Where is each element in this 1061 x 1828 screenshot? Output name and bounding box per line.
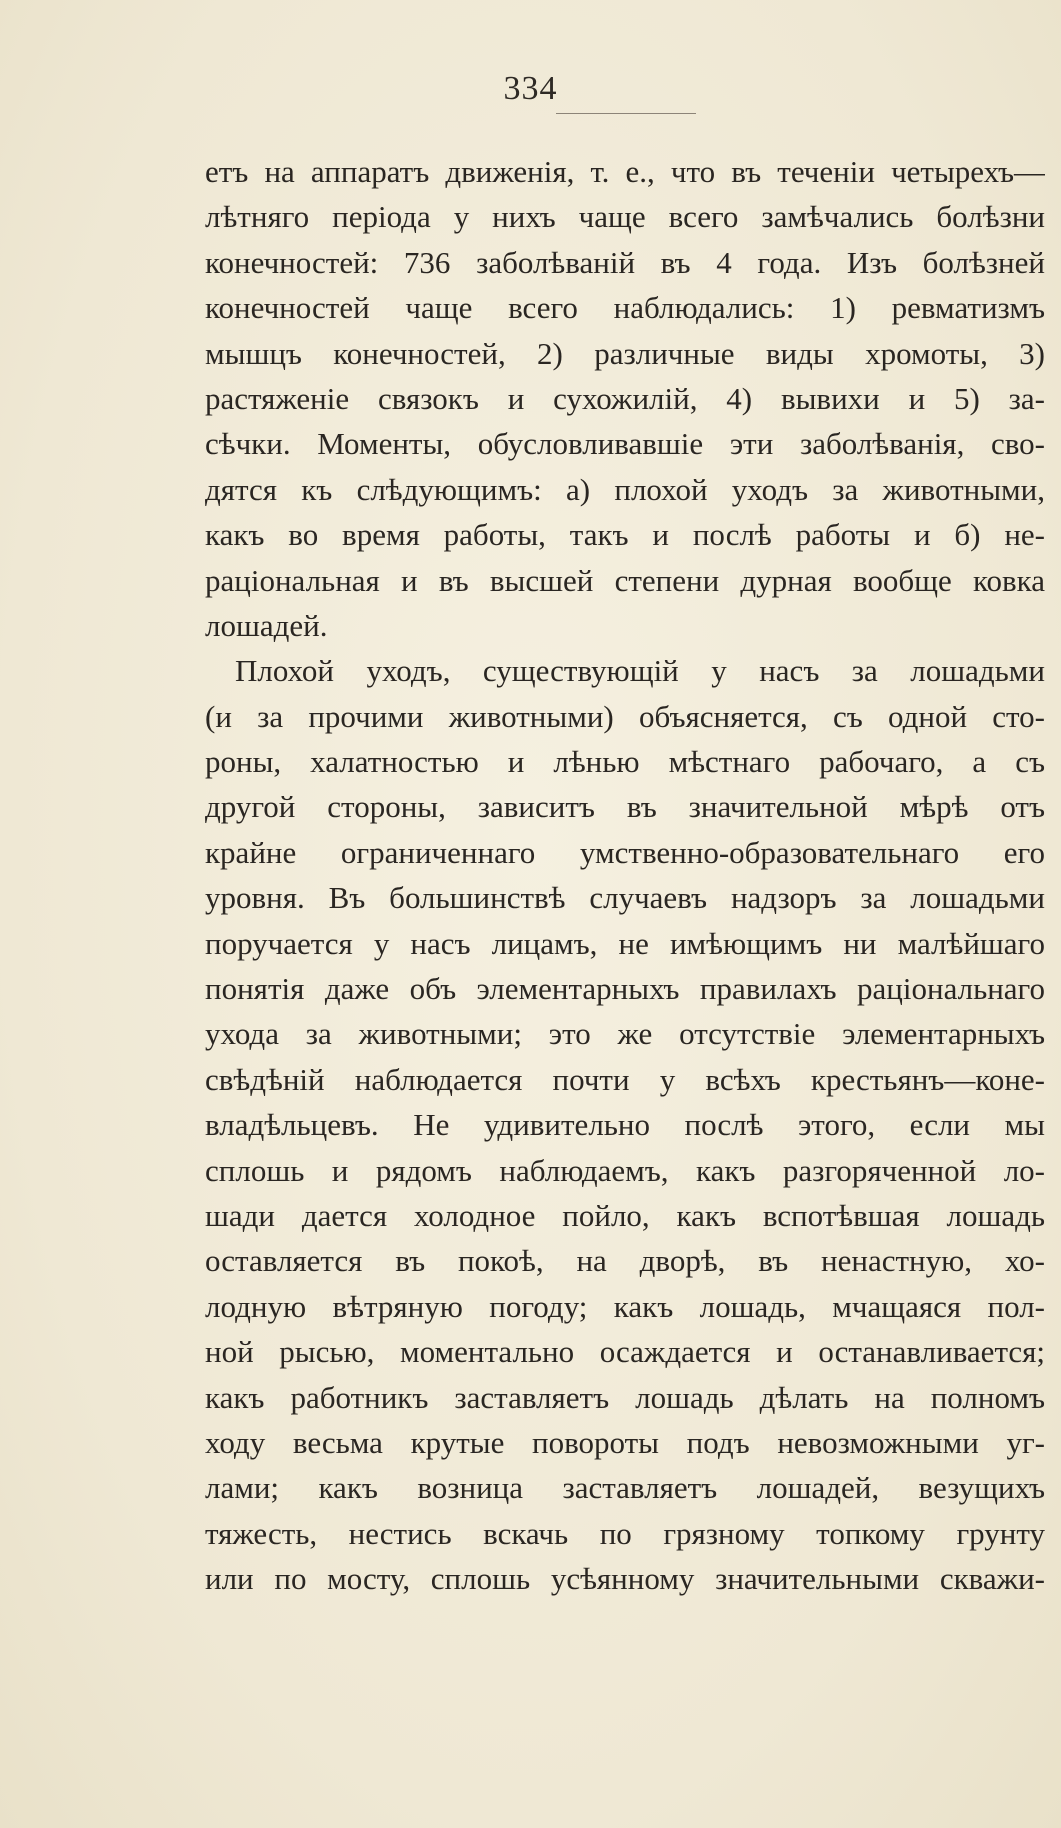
text-line: растяженіе связокъ и сухожилій, 4) вывихи и 5) за-: [205, 380, 1045, 416]
text-line: раціональная и въ высшей степени дурная вообще ковка: [205, 562, 1045, 598]
text-line: уровня. Въ большинствѣ случаевъ надзоръ за лошадьми: [205, 880, 1045, 916]
text-line: тяжесть, нестись вскачь по грязному топкому грунту: [205, 1515, 1045, 1551]
paragraph: [205, 648, 1045, 1601]
text-line: конечностей чаще всего наблюдались: 1) ревматизмъ: [205, 290, 1045, 326]
text-line: поручается у насъ лицамъ, не имѣющимъ ни малѣйшаго: [205, 925, 1045, 961]
text-line: мышцъ конечностей, 2) различные виды хромоты, 3): [205, 335, 1045, 371]
text-line: конечностей: 736 заболѣваній въ 4 года. Изъ болѣзней: [205, 244, 1045, 280]
text-line: ной рысью, моментально осаждается и останавливается;: [205, 1334, 1045, 1370]
text-line: сплошь и рядомъ наблюдаемъ, какъ разгоряченной ло-: [205, 1152, 1045, 1188]
text-line: какъ во время работы, такъ и послѣ работы и б) не-: [205, 517, 1045, 553]
text-line: лошадей.: [205, 607, 328, 643]
text-line: сѣчки. Моменты, обусловливавшіе эти заболѣванія, сво-: [205, 426, 1045, 462]
text-line: етъ на аппаратъ движенія, т. е., что въ теченіи четырехъ—: [205, 154, 1045, 189]
text-line: или по мосту, сплошь усѣянному значительными скважи-: [205, 1561, 1045, 1597]
text-line: Плохой уходъ, существующій у насъ за лошадьми: [235, 653, 1045, 689]
text-line: крайне ограниченнаго умственно-образовательнаго его: [205, 834, 1045, 870]
text-line: лодную вѣтряную погоду; какъ лошадь, мчащаяся пол-: [205, 1288, 1045, 1324]
paragraph: [205, 149, 1045, 648]
text-line: свѣдѣній наблюдается почти у всѣхъ крестьянъ—коне-: [205, 1061, 1045, 1097]
text-line: ходу весьма крутые повороты подъ невозможными уг-: [205, 1424, 1045, 1460]
text-line: оставляется въ покоѣ, на дворѣ, въ ненастную, хо-: [205, 1243, 1045, 1279]
text-line: лѣтняго періода у нихъ чаще всего замѣчались болѣзни: [205, 199, 1045, 235]
text-line: владѣльцевъ. Не удивительно послѣ этого, если мы: [205, 1107, 1045, 1143]
body-text: [205, 149, 1045, 1602]
text-line: роны, халатностью и лѣнью мѣстнаго рабочаго, а съ: [205, 744, 1045, 780]
header-rule: [556, 113, 696, 114]
text-line: понятія даже объ элементарныхъ правилахъ раціональнаго: [205, 971, 1045, 1007]
text-line: шади дается холодное пойло, какъ вспотѣвшая лошадь: [205, 1197, 1045, 1233]
text-line: другой стороны, зависитъ въ значительной мѣрѣ отъ: [205, 789, 1045, 825]
text-line: (и за прочими животными) объясняется, съ одной сто-: [205, 698, 1045, 734]
text-line: ухода за животными; это же отсутствіе элементарныхъ: [205, 1016, 1045, 1052]
text-line: лами; какъ возница заставляетъ лошадей, везущихъ: [205, 1470, 1045, 1506]
page-number: 334: [503, 70, 558, 107]
text-line: какъ работникъ заставляетъ лошадь дѣлать на полномъ: [205, 1379, 1045, 1415]
text-line: дятся къ слѣдующимъ: а) плохой уходъ за животными,: [205, 471, 1045, 507]
